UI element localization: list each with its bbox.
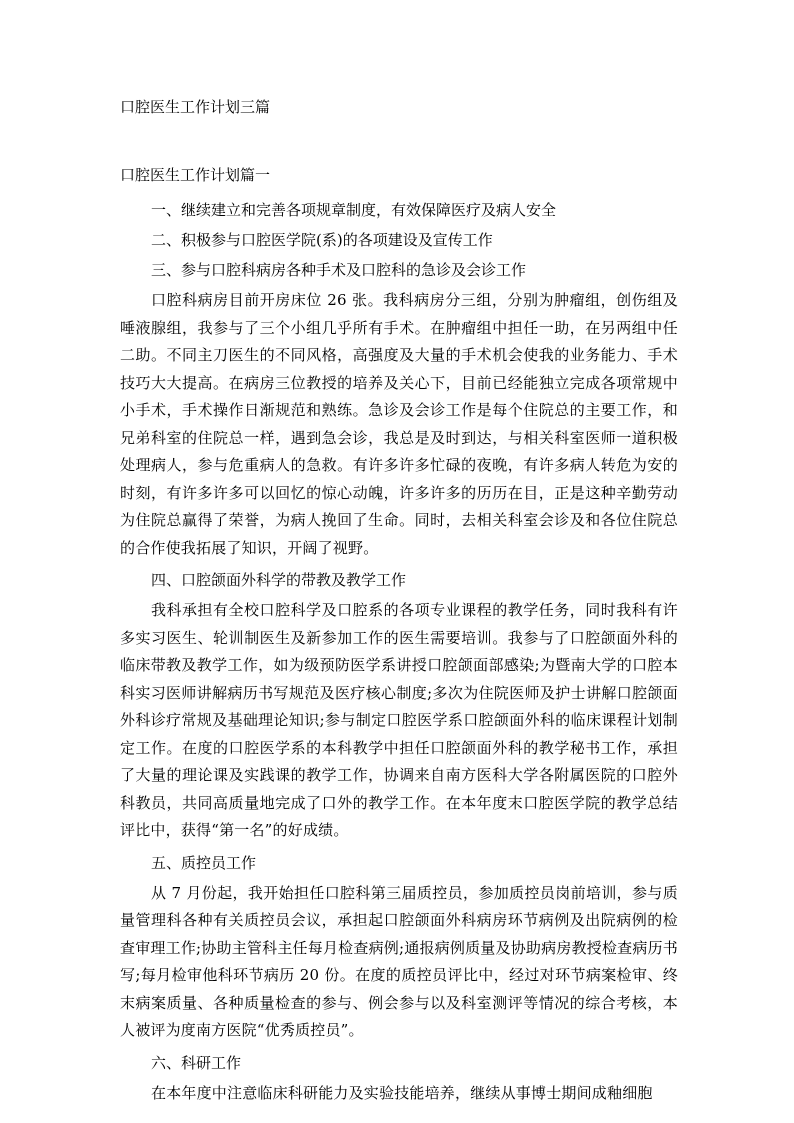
heading-3: 三、参与口腔科病房各种手术及口腔科的急诊及会诊工作 bbox=[151, 261, 527, 279]
heading-4: 四、口腔颌面外科学的带教及教学工作 bbox=[151, 571, 407, 589]
heading-6: 六、科研工作 bbox=[151, 1053, 242, 1072]
section-title: 口腔医生工作计划篇一 bbox=[120, 166, 271, 184]
document-title: 口腔医生工作计划三篇 bbox=[120, 98, 271, 116]
heading-1: 一、继续建立和完善各项规章制度，有效保障医疗及病人安全 bbox=[151, 201, 557, 219]
paragraph-surgery: 口腔科病房目前开房床位 26 张。我科病房分三组，分别为肿瘤组，创伤组及唾液腺组，我参与了三个小组几乎所有手术。在肿瘤组中担任一助，在另两组中任二助。不同主刀医生的不同风格，高强度及大量的手术机会使我的业务能力、手术技巧大大提高。在病房三位教授的培养及关心下，目前已经能独立完成各项常规中小手术，手术操作日渐规范和熟练。急诊及会诊工作是每个住院总的主要工作，和兄弟科室的住院总一样，遇到急会诊，我总是及时到达，与相关科室医师一道积极处理病人，参与危重病人的急救。有许多许多忙碌的夜晚，有许多病人转危为安的时刻，有许多许多可以回忆的惊心动魄，许多许多的历历在目，正是这种辛勤劳动为住院总赢得了荣誉，为病人挽回了生命。同时，去相关科室会诊及和各位住院总的合作使我拓展了知识，开阔了视野。 bbox=[120, 291, 678, 557]
paragraph-quality: 从 7 月份起，我开始担任口腔科第三届质控员，参加质控员岗前培训，参与质量管理科各种有关质控员会议，承担起口腔颌面外科病房环节病例及出院病例的检查审理工作;协助主管科主任每月检查病例;通报病例质量及协助病房教授检查病历书写;每月检审他科环节病历 20 份。在度的质控员评比中，经过对环节病案检审、终末病案质量、各种质量检查的参与、例会参与以及科室测评等情况的综合考核，本人被评为度南方医院“优秀质控员”。 bbox=[120, 883, 678, 1039]
document-body bbox=[120, 195, 678, 1107]
paragraph-research: 在本年度中注意临床科研能力及实验技能培养，继续从事博士期间成釉细胞 bbox=[151, 1083, 653, 1102]
heading-5: 五、质控员工作 bbox=[151, 853, 257, 872]
heading-2: 二、积极参与口腔医学院(系)的各项建设及宣传工作 bbox=[151, 231, 493, 249]
paragraph-teaching: 我科承担有全校口腔科学及口腔系的各项专业课程的教学任务，同时我科有许多实习医生、轮训制医生及新参加工作的医生需要培训。我参与了口腔颌面外科的临床带教及教学工作，如为级预防医学系讲授口腔颌面部感染;为暨南大学的口腔本科实习医师讲解病历书写规范及医疗核心制度;多次为住院医师及护士讲解口腔颌面外科诊疗常规及基础理论知识;参与制定口腔医学系口腔颌面外科的临床课程计划制定工作。在度的口腔医学系的本科教学中担任口腔颌面外科的教学秘书工作，承担了大量的理论课及实践课的教学工作，协调来自南方医科大学各附属医院的口腔外科教员，共同高质量地完成了口外的教学工作。在本年度末口腔医学院的教学总结评比中，获得“第一名”的好成绩。 bbox=[120, 601, 678, 839]
